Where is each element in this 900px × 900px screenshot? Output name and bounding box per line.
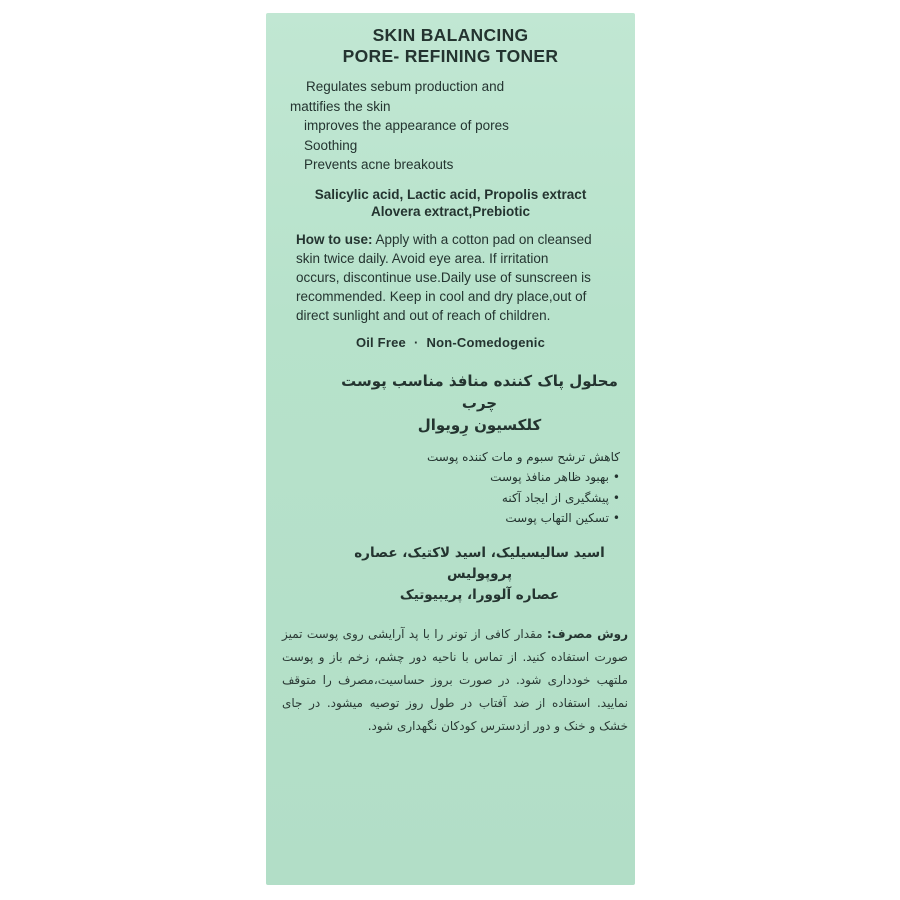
feature-item-fa — [266, 467, 620, 488]
product-title — [266, 25, 635, 67]
key-ingredients-en — [266, 186, 635, 221]
feature-intro-fa: کاهش ترشح سبوم و مات کننده پوست — [426, 449, 620, 464]
feature-item-fa-text: تسکین التهاب پوست — [505, 511, 609, 525]
claim-separator-dot: · — [413, 334, 419, 350]
feature-item: Prevents acne breakouts — [304, 157, 454, 172]
product-title-fa-line1: محلول پاک کننده منافذ مناسب پوست چرب — [341, 371, 618, 412]
bullet-icon: • — [612, 511, 620, 525]
claim-non-comedogenic: Non-Comedogenic — [426, 334, 546, 350]
claims-line — [266, 335, 635, 350]
key-ingredients-fa — [266, 543, 635, 606]
how-to-use-text-en: Apply with a cotton pad on cleansed skin twice daily. Avoid eye area. If irritation occurs, discontinue use.Daily use of sunscreen is recommended. Keep in cool and dry place,out of direct sunlight and out of reach of children. — [296, 231, 592, 323]
how-to-use-en — [296, 230, 595, 325]
feature-list-fa — [266, 447, 635, 529]
feature-list-en — [266, 77, 635, 175]
product-title-line1: SKIN BALANCING — [372, 25, 529, 45]
product-title-fa-line2: کلکسیون رِویوال — [417, 415, 542, 434]
product-title-fa — [266, 370, 635, 436]
key-ingredients-fa-line1: اسید سالیسیلیک، اسید لاکتیک، عصاره پروپولیس — [354, 544, 605, 582]
how-to-use-label-en: How to use: — [296, 231, 373, 247]
feature-item-fa — [266, 508, 620, 529]
how-to-use-fa — [266, 623, 635, 738]
feature-item: Soothing — [304, 137, 358, 153]
key-ingredients-fa-line2: عصاره آلوورا، پریبیوتیک — [399, 586, 560, 603]
feature-item-fa-text: بهبود ظاهر منافذ پوست — [490, 470, 609, 484]
product-title-line2: PORE- REFINING TONER — [342, 46, 559, 66]
bullet-icon: • — [612, 490, 620, 505]
feature-item-fa — [266, 488, 620, 509]
how-to-use-text-fa: مقدار کافی از تونر را با پد آرایشی روی پوست تمیز صورت استفاده کنید. از تماس با ناحیه دور چشم، زخم باز و پوست ملتهب خودداری شود. در صورت بروز حساسیت،مصرف را متوقف نمایید. استفاده از ضد آفتاب در طول روز توصیه میشود. در جای خشک و خنک و دور ازدسترس کودکان نگهداری شود. — [282, 626, 628, 733]
feature-item: Regulates sebum production and — [306, 79, 505, 94]
packaging-back-panel — [266, 13, 635, 885]
claim-oil-free: Oil Free — [355, 334, 406, 350]
key-ingredients-en-line2: Alovera extract,Prebiotic — [370, 204, 531, 219]
how-to-use-label-fa: روش مصرف: — [546, 626, 628, 641]
feature-item-fa-text: پیشگیری از ایجاد آکنه — [501, 490, 609, 505]
bullet-icon: • — [612, 470, 620, 484]
key-ingredients-en-line1: Salicylic acid, Lactic acid, Propolis extract — [314, 186, 587, 202]
feature-item: improves the appearance of pores — [304, 118, 509, 133]
feature-item: mattifies the skin — [290, 98, 391, 114]
